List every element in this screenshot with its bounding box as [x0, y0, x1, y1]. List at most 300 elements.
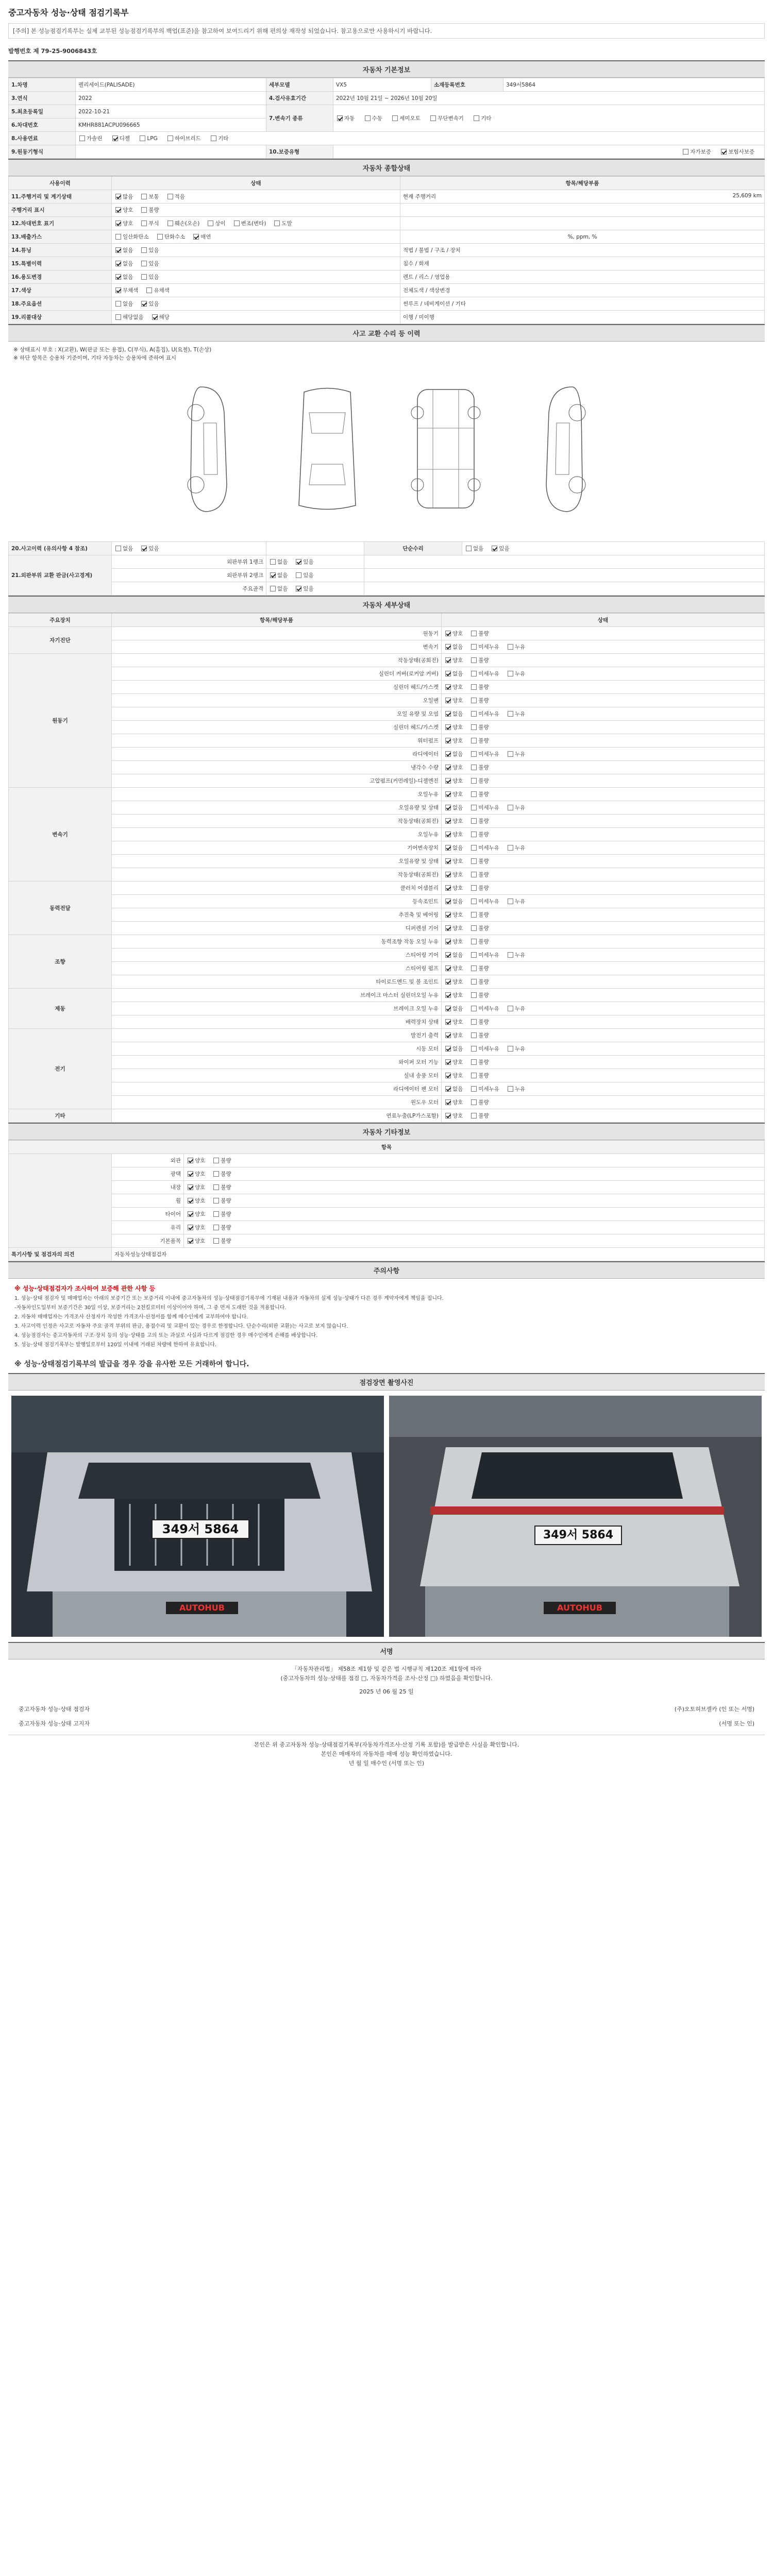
checkbox-diesel[interactable]	[112, 135, 118, 141]
checkbox[interactable]	[296, 572, 301, 578]
checkbox[interactable]	[471, 1113, 477, 1118]
detail-item-label: 실내 송풍 모터	[112, 1069, 442, 1082]
checkbox[interactable]	[471, 724, 477, 730]
checkbox[interactable]	[270, 572, 276, 578]
detail-item-label: 오일유량 및 상태	[112, 801, 442, 815]
option-label: 없음	[452, 671, 463, 677]
car-frame-diagram	[402, 382, 490, 516]
other-item-options	[184, 1234, 765, 1248]
detail-item-label: 시동 모터	[112, 1042, 442, 1056]
checkbox[interactable]	[213, 1158, 219, 1163]
other-item-options	[184, 1167, 765, 1181]
checkbox[interactable]	[471, 899, 477, 904]
note-line: -자동차인도일부터 보증기간은 30일 이상, 보증거리는 2천킬로미터 이상이어야 하며, 그 중 먼저 도래한 것을 적용합니다.	[14, 1305, 287, 1311]
accident-legend	[8, 342, 765, 366]
checkbox[interactable]	[471, 1006, 477, 1011]
detail-item-options	[442, 801, 765, 815]
checkbox[interactable]	[445, 939, 451, 944]
checkbox[interactable]	[115, 301, 121, 307]
option-label: 양호	[195, 1198, 206, 1204]
checkbox[interactable]	[141, 194, 147, 199]
detail-item-options	[442, 788, 765, 801]
option-label: 양호	[452, 778, 463, 784]
note-line: 1. 성능·상태 점검자 및 매매업자는 아래의 보증기간 또는 보증거리 이내에 중고자동차의 성능·상태점검기록부에 기재된 내용과 자동차의 실제 성능·상태가 다른 경우 계약자에게 책임을 집니다.	[14, 1296, 444, 1301]
status-row-label: 18.주요옵션	[9, 297, 112, 311]
checkbox[interactable]	[445, 631, 451, 636]
checkbox[interactable]	[471, 711, 477, 717]
detail-item-options	[442, 1056, 765, 1069]
car-name-value: 펠리세이드(PALISADE)	[76, 78, 266, 92]
checkbox[interactable]	[508, 805, 513, 810]
sign-line: (중고자동차의 성능·상태를 점검 □, 자동차가격을 조사·산정 □) 하였음을 확인합니다.	[280, 1675, 493, 1682]
option-label: 미세누유	[478, 1046, 499, 1052]
other-item-label: 유리	[112, 1221, 184, 1234]
option-label: 불량	[478, 684, 489, 690]
checkbox-hybrid[interactable]	[167, 135, 173, 141]
option-label: 도말	[281, 221, 292, 227]
option-label: 누유	[514, 711, 526, 717]
detail-model-label: 세부모델	[266, 78, 333, 92]
status-row-label: 19.리콜대상	[9, 311, 112, 324]
checkbox[interactable]	[208, 221, 213, 226]
option-label: 해당	[159, 314, 170, 320]
option-label: 있음	[148, 546, 159, 552]
checkbox[interactable]	[471, 738, 477, 743]
checkbox[interactable]	[471, 1086, 477, 1092]
option-label: 변조(변타)	[241, 221, 266, 227]
checkbox[interactable]	[188, 1171, 193, 1177]
checkbox[interactable]	[508, 1006, 513, 1011]
checkbox[interactable]	[188, 1184, 193, 1190]
notice-text: [주의] 본 성능점검기록부는 실제 교부된 성능점검기록부의 백업(표준)을 참고하여 보여드리기 위해 편의상 재작성 되었습니다. 참고용으로만 사용하시기 바랍니다.	[8, 23, 765, 39]
sign-line: 「자동차관리법」 제58조 제1항 및 같은 법 시행규칙 제120조 제1항에 따라	[291, 1666, 482, 1672]
detail-item-options	[442, 975, 765, 989]
checkbox[interactable]	[471, 885, 477, 891]
checkbox[interactable]	[471, 845, 477, 851]
checkbox[interactable]	[471, 858, 477, 864]
option-label: 불량	[478, 724, 489, 731]
legend-line: ※ 상태표시 부호 : X(교환), W(판금 또는 용접), C(부식), A(흠집), U(요철), T(손상)	[13, 347, 212, 353]
status-row-options	[112, 190, 400, 204]
checkbox[interactable]	[471, 1073, 477, 1078]
checkbox[interactable]	[115, 314, 121, 320]
detail-row	[9, 948, 765, 962]
checkbox[interactable]	[445, 912, 451, 918]
checkbox[interactable]	[115, 274, 121, 280]
detail-item-label: 작동상태(공회전)	[112, 815, 442, 828]
checkbox[interactable]	[445, 1032, 451, 1038]
detail-item-label: 타이로드엔드 및 볼 조인트	[112, 975, 442, 989]
legend-line: ※ 하단 항목은 승용차 기준이며, 기타 자동차는 승용차에 준하여 표시	[13, 355, 177, 361]
checkbox[interactable]	[445, 952, 451, 958]
checkbox[interactable]	[471, 631, 477, 636]
checkbox[interactable]	[508, 671, 513, 676]
detail-row	[9, 855, 765, 868]
detail-row	[9, 935, 765, 948]
checkbox[interactable]	[471, 698, 477, 703]
option-label: 양호	[452, 1113, 463, 1119]
checkbox[interactable]	[445, 751, 451, 757]
option-label: 불량	[478, 885, 489, 891]
detail-row	[9, 1082, 765, 1096]
checkbox[interactable]	[445, 899, 451, 904]
checkbox[interactable]	[445, 671, 451, 676]
option-label: 양호	[452, 979, 463, 985]
checkbox[interactable]	[188, 1198, 193, 1204]
checkbox[interactable]	[445, 1113, 451, 1118]
other-item-label: 타이어	[112, 1208, 184, 1221]
checkbox[interactable]	[213, 1225, 219, 1230]
checkbox[interactable]	[445, 965, 451, 971]
checkbox-accident[interactable]	[141, 546, 147, 551]
checkbox[interactable]	[508, 845, 513, 851]
checkbox[interactable]	[193, 234, 199, 240]
checkbox-lpg[interactable]	[140, 135, 145, 141]
option-label: 없음	[452, 644, 463, 650]
option-label: 누유	[514, 899, 526, 905]
checkbox[interactable]	[471, 1046, 477, 1052]
column-header: 항목	[9, 1141, 765, 1154]
checkbox[interactable]	[508, 899, 513, 904]
checkbox[interactable]	[115, 221, 121, 226]
checkbox[interactable]	[188, 1158, 193, 1163]
checkbox[interactable]	[471, 979, 477, 985]
option-label: 불량	[221, 1158, 231, 1164]
checkbox[interactable]	[471, 765, 477, 770]
checkbox[interactable]	[445, 1099, 451, 1105]
checkbox[interactable]	[188, 1238, 193, 1244]
checkbox-manual[interactable]	[365, 115, 371, 121]
status-row-right: 침수 / 화재	[400, 257, 765, 270]
checkbox[interactable]	[471, 1059, 477, 1065]
other-item-options	[184, 1208, 765, 1221]
detail-row	[9, 882, 765, 895]
option-label: 보험사보증	[728, 149, 754, 155]
checkbox[interactable]	[471, 939, 477, 944]
checkbox[interactable]	[471, 644, 477, 650]
checkbox[interactable]	[445, 858, 451, 864]
checkbox[interactable]	[471, 912, 477, 918]
checkbox[interactable]	[445, 1046, 451, 1052]
checkbox-insurance-warranty[interactable]	[721, 149, 727, 155]
checkbox-self-warranty[interactable]	[683, 149, 688, 155]
checkbox-other[interactable]	[474, 115, 479, 121]
option-label: 양호	[195, 1211, 206, 1217]
checkbox[interactable]	[471, 657, 477, 663]
detail-item-label: 작동상태(공회전)	[112, 868, 442, 882]
option-label: 양호	[452, 992, 463, 998]
checkbox[interactable]	[471, 671, 477, 676]
checkbox[interactable]	[471, 992, 477, 998]
option-label: 양호	[195, 1184, 206, 1191]
other-row	[9, 1154, 765, 1167]
checkbox[interactable]	[445, 1086, 451, 1092]
checkbox[interactable]	[213, 1198, 219, 1204]
option-label: 양호	[452, 1019, 463, 1025]
note-line: 5. 성능·상태 점검기록부는 발행일로부터 120일 이내에 거래된 차량에 한하여 유효합니다.	[14, 1342, 217, 1348]
checkbox[interactable]	[471, 1019, 477, 1025]
option-label: 불량	[478, 925, 489, 931]
option-label: 있음	[303, 559, 314, 565]
other-row	[9, 1234, 765, 1248]
detail-item-label: 변속기	[112, 640, 442, 654]
detail-item-options	[442, 734, 765, 748]
option-label: 불량	[478, 832, 489, 838]
detail-item-label: 오일유량 및 상태	[112, 855, 442, 868]
checkbox-semi[interactable]	[392, 115, 398, 121]
checkbox[interactable]	[115, 234, 121, 240]
checkbox[interactable]	[508, 711, 513, 717]
checkbox[interactable]	[115, 247, 121, 253]
checkbox[interactable]	[445, 644, 451, 650]
checkbox[interactable]	[445, 765, 451, 770]
accident-options	[112, 542, 266, 555]
checkbox[interactable]	[141, 247, 147, 253]
detail-item-options	[442, 761, 765, 774]
option-label: 불량	[478, 872, 489, 878]
checkbox[interactable]	[296, 559, 301, 565]
detail-item-options	[442, 694, 765, 707]
rear-photo	[389, 1396, 762, 1637]
option-label: 미세누유	[478, 751, 499, 757]
checkbox[interactable]	[445, 1073, 451, 1078]
reg-plate-label: 소재등록번호	[431, 78, 503, 92]
checkbox[interactable]	[234, 221, 240, 226]
checkbox[interactable]	[141, 221, 147, 226]
checkbox[interactable]	[471, 965, 477, 971]
checkbox[interactable]	[445, 925, 451, 931]
other-info-header: 자동차 기타정보	[8, 1123, 765, 1140]
motor-label: 9.원동기형식	[9, 145, 76, 159]
option-label: 양호	[452, 1032, 463, 1039]
checkbox[interactable]	[471, 805, 477, 810]
option-label: 불량	[478, 965, 489, 972]
status-row-right: 썬루프 / 네비게이션 / 기타	[400, 297, 765, 311]
detail-item-label: 브레이크 마스터 실린더오일 누유	[112, 989, 442, 1002]
checkbox[interactable]	[471, 1032, 477, 1038]
checkbox[interactable]	[141, 274, 147, 280]
status-header: 자동차 종합상태	[8, 159, 765, 176]
checkbox[interactable]	[213, 1184, 219, 1190]
option-label: 불량	[478, 992, 489, 998]
option-label: 불량	[478, 818, 489, 824]
checkbox[interactable]	[445, 1006, 451, 1011]
checkbox[interactable]	[213, 1211, 219, 1217]
checkbox[interactable]	[115, 207, 121, 213]
status-row-label: 15.특별이력	[9, 257, 112, 270]
rank1-label: 외판부위 1랭크	[112, 555, 266, 569]
checkbox[interactable]	[445, 684, 451, 690]
option-label: 양호	[452, 912, 463, 918]
status-row-options	[112, 297, 400, 311]
checkbox-no-accident[interactable]	[115, 546, 121, 551]
checkbox[interactable]	[508, 644, 513, 650]
status-row-label: 주행거리 표시	[9, 204, 112, 217]
checkbox[interactable]	[213, 1171, 219, 1177]
checkbox[interactable]	[445, 832, 451, 837]
checkbox[interactable]	[445, 1059, 451, 1065]
checkbox-cvt[interactable]	[430, 115, 436, 121]
status-row-right: 전체도색 / 색상변경	[400, 284, 765, 297]
detail-item-options	[442, 841, 765, 855]
checkbox[interactable]	[466, 546, 472, 551]
checkbox[interactable]	[141, 301, 147, 307]
other-item-label: 광택	[112, 1167, 184, 1181]
detail-model-value: VX5	[333, 78, 431, 92]
detail-item-options	[442, 627, 765, 640]
checkbox[interactable]	[141, 261, 147, 266]
option-label: 양호	[452, 698, 463, 704]
checkbox[interactable]	[445, 724, 451, 730]
checkbox[interactable]	[445, 885, 451, 891]
checkbox[interactable]	[508, 1086, 513, 1092]
checkbox[interactable]	[445, 698, 451, 703]
checkbox[interactable]	[445, 979, 451, 985]
option-label: 없음	[277, 572, 288, 579]
option-label: 양호	[452, 684, 463, 690]
checkbox[interactable]	[445, 778, 451, 784]
detail-group-label: 기타	[9, 1109, 112, 1123]
status-row-options	[112, 244, 400, 257]
checkbox[interactable]	[115, 261, 121, 266]
checkbox-auto[interactable]	[337, 115, 343, 121]
detail-row	[9, 801, 765, 815]
detail-item-label: 기어변속장치	[112, 841, 442, 855]
option-label: 훼손(오손)	[174, 221, 200, 227]
option-label: 있음	[148, 301, 159, 307]
option-label: 불량	[478, 979, 489, 985]
checkbox[interactable]	[188, 1225, 193, 1230]
first-reg-value: 2022-10-21	[76, 105, 266, 118]
checkbox[interactable]	[445, 992, 451, 998]
checkbox[interactable]	[270, 559, 276, 565]
option-label: 없음	[123, 274, 133, 280]
option-label: 보통	[148, 194, 159, 200]
option-label: 없음	[452, 952, 463, 958]
detail-row	[9, 1015, 765, 1029]
status-row-right: 이행 / 미이행	[400, 311, 765, 324]
checkbox[interactable]	[471, 832, 477, 837]
detail-row	[9, 640, 765, 654]
option-label: 미세누유	[478, 805, 499, 811]
checkbox[interactable]	[508, 751, 513, 757]
option-label: 불량	[478, 912, 489, 918]
checkbox[interactable]	[152, 314, 158, 320]
document-title: 중고자동차 성능·상태 점검기록부	[8, 8, 129, 18]
checkbox-gasoline[interactable]	[79, 135, 85, 141]
checkbox[interactable]	[115, 287, 121, 293]
checkbox[interactable]	[471, 684, 477, 690]
detail-item-options	[442, 882, 765, 895]
checkbox[interactable]	[445, 657, 451, 663]
checkbox[interactable]	[471, 778, 477, 784]
option-label: 있음	[499, 546, 510, 552]
option-label: 해당없음	[123, 314, 144, 320]
detail-table	[8, 613, 765, 1123]
checkbox[interactable]	[471, 952, 477, 958]
checkbox[interactable]	[508, 952, 513, 958]
option-label: 부식	[148, 221, 159, 227]
checkbox[interactable]	[445, 738, 451, 743]
status-row-options	[112, 311, 400, 324]
checkbox-fuel-other[interactable]	[211, 135, 216, 141]
checkbox[interactable]	[445, 845, 451, 851]
checkbox[interactable]	[471, 872, 477, 877]
checkbox[interactable]	[471, 751, 477, 757]
detail-item-options	[442, 1109, 765, 1123]
checkbox[interactable]	[115, 194, 121, 199]
checkbox[interactable]	[157, 234, 163, 240]
option-label: 불량	[478, 698, 489, 704]
checkbox[interactable]	[471, 1099, 477, 1105]
checkbox[interactable]	[146, 287, 152, 293]
checkbox[interactable]	[471, 818, 477, 824]
buyer-line: 본인은 위 중고자동차 성능·상태점검기록부(자동차가격조사·산정 기록 포함)를 발급받은 사실을 확인합니다.	[254, 1741, 519, 1748]
checkbox[interactable]	[167, 221, 173, 226]
status-row-right: %, ppm, %	[400, 230, 765, 244]
option-label: 없음	[123, 546, 133, 552]
checkbox[interactable]	[471, 791, 477, 797]
checkbox[interactable]	[296, 586, 301, 591]
option-label: 양호	[195, 1238, 206, 1244]
detail-row	[9, 1042, 765, 1056]
checkbox[interactable]	[508, 1046, 513, 1052]
column-header: 항목/해당부품	[400, 177, 765, 190]
checkbox[interactable]	[445, 791, 451, 797]
rank2-label: 외판부위 2랭크	[112, 569, 266, 582]
detail-item-label: 고압펌프(커먼레일)-디젤엔진	[112, 774, 442, 788]
checkbox[interactable]	[445, 711, 451, 717]
detail-group-label: 조향	[9, 935, 112, 989]
photo-row	[8, 1391, 765, 1642]
checkbox[interactable]	[141, 207, 147, 213]
option-label: 매연	[200, 234, 211, 240]
detail-row	[9, 694, 765, 707]
checkbox[interactable]	[445, 818, 451, 824]
checkbox[interactable]	[270, 586, 276, 591]
repair-options	[462, 542, 765, 555]
sign-row-inspector	[8, 1702, 765, 1716]
detail-group-label: 변속기	[9, 788, 112, 882]
option-label: 양호	[452, 939, 463, 945]
buyer-sign-line: 년 월 일 매수인 (서명 또는 인)	[348, 1760, 425, 1767]
detail-item-label: 윈도우 모터	[112, 1096, 442, 1109]
option-label: 양호	[123, 207, 133, 213]
detail-row	[9, 1056, 765, 1069]
fuel-label: 8.사용연료	[9, 132, 76, 145]
option-label: 있음	[303, 572, 314, 579]
other-item-options	[184, 1221, 765, 1234]
checkbox[interactable]	[445, 805, 451, 810]
option-label: 기타	[218, 135, 229, 142]
checkbox[interactable]	[188, 1211, 193, 1217]
option-label: 양호	[195, 1171, 206, 1177]
mileage-value: 25,609 km	[732, 193, 762, 199]
registration-number: 발행번호 제 79-25-9006843호	[8, 47, 97, 55]
checkbox[interactable]	[492, 546, 497, 551]
detail-item-label: 브레이크 오일 누유	[112, 1002, 442, 1015]
detail-item-label: 실린더 헤드/가스켓	[112, 681, 442, 694]
checkbox[interactable]	[445, 1019, 451, 1025]
checkbox[interactable]	[213, 1238, 219, 1244]
checkbox[interactable]	[274, 221, 280, 226]
detail-item-label: 추진축 및 베어링	[112, 908, 442, 922]
checkbox[interactable]	[471, 925, 477, 931]
checkbox[interactable]	[445, 872, 451, 877]
checkbox[interactable]	[167, 194, 173, 199]
basic-info-header: 자동차 기본정보	[8, 60, 765, 78]
status-row-options	[112, 217, 400, 230]
